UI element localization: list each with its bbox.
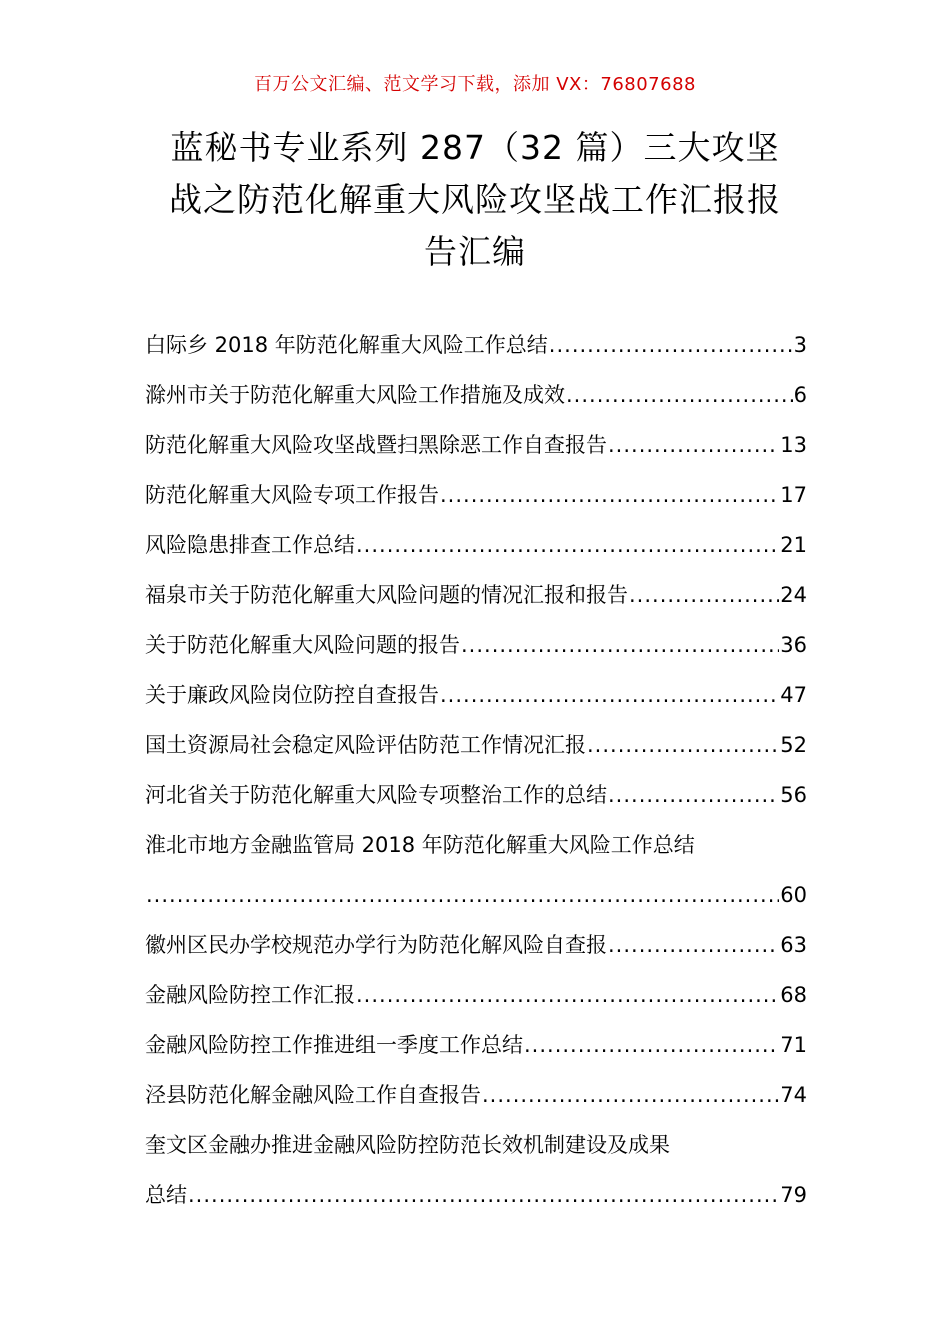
toc-entry-title: 徽州区民办学校规范办学行为防范化解风险自查报 — [145, 933, 607, 957]
toc-entry-page: 13 — [780, 433, 807, 457]
toc-entry-title: 金融风险防控工作推进组一季度工作总结 — [145, 1033, 523, 1057]
toc-entry[interactable] — [145, 670, 807, 720]
toc-entry-page: 60 — [780, 883, 807, 907]
toc-entry[interactable] — [145, 520, 807, 570]
toc-entry[interactable] — [145, 720, 807, 770]
toc-entry-page: 47 — [780, 683, 807, 707]
toc-entry-page: 63 — [780, 933, 807, 957]
toc-entry-title: 淮北市地方金融监管局 2018 年防范化解重大风险工作总结 — [145, 833, 695, 857]
dot-leader — [629, 570, 779, 620]
title-line-1: 蓝秘书专业系列 287（32 篇）三大攻坚 — [170, 128, 780, 167]
toc-entry[interactable] — [145, 620, 807, 670]
toc-entry[interactable] — [145, 1120, 807, 1220]
table-of-contents — [145, 320, 807, 1220]
dot-leader — [440, 470, 779, 520]
dot-leader — [440, 670, 779, 720]
dot-leader — [524, 1020, 779, 1070]
toc-entry-title: 奎文区金融办推进金融风险防控防范长效机制建设及成果 — [145, 1133, 670, 1157]
dot-leader — [146, 870, 779, 920]
toc-entry-title: 金融风险防控工作汇报 — [145, 983, 355, 1007]
dot-leader — [188, 1170, 779, 1220]
toc-entry-page: 74 — [780, 1083, 807, 1107]
dot-leader — [356, 970, 779, 1020]
toc-entry-title: 关于防范化解重大风险问题的报告 — [145, 633, 460, 657]
toc-entry-page: 3 — [793, 333, 807, 357]
toc-entry-title: 风险隐患排查工作总结 — [145, 533, 355, 557]
toc-entry-page: 21 — [780, 533, 807, 557]
toc-entry[interactable] — [145, 920, 807, 970]
title-line-2: 战之防范化解重大风险攻坚战工作汇报报 — [169, 180, 781, 219]
toc-entry-page: 71 — [780, 1033, 807, 1057]
dot-leader — [608, 770, 779, 820]
toc-entry-page: 17 — [780, 483, 807, 507]
toc-entry[interactable] — [145, 770, 807, 820]
toc-entry-page: 24 — [780, 583, 807, 607]
title-line-3: 告汇编 — [424, 232, 526, 271]
toc-entry[interactable] — [145, 320, 807, 370]
dot-leader — [461, 620, 779, 670]
document-title — [140, 122, 810, 278]
toc-entry-title: 福泉市关于防范化解重大风险问题的情况汇报和报告 — [145, 583, 628, 607]
toc-entry-title: 防范化解重大风险专项工作报告 — [145, 483, 439, 507]
toc-entry-title: 白际乡 2018 年防范化解重大风险工作总结 — [145, 333, 548, 357]
toc-entry-page: 6 — [793, 383, 807, 407]
dot-leader — [608, 420, 779, 470]
header-notice: 百万公文汇编、范文学习下载，添加 VX：76807688 — [254, 74, 696, 95]
toc-entry[interactable] — [145, 420, 807, 470]
toc-entry[interactable] — [145, 370, 807, 420]
toc-entry-title: 河北省关于防范化解重大风险专项整治工作的总结 — [145, 783, 607, 807]
toc-entry-title: 防范化解重大风险攻坚战暨扫黑除恶工作自查报告 — [145, 433, 607, 457]
dot-leader — [566, 370, 793, 420]
dot-leader — [356, 520, 779, 570]
dot-leader — [608, 920, 779, 970]
toc-entry-page: 36 — [780, 633, 807, 657]
toc-entry[interactable] — [145, 1020, 807, 1070]
toc-entry-title: 泾县防范化解金融风险工作自查报告 — [145, 1083, 481, 1107]
toc-entry-title: 国土资源局社会稳定风险评估防范工作情况汇报 — [145, 733, 586, 757]
toc-entry-title-continued: 总结 — [145, 1183, 187, 1207]
dot-leader — [482, 1070, 779, 1120]
toc-entry-page: 56 — [780, 783, 807, 807]
toc-entry-page: 79 — [780, 1183, 807, 1207]
toc-entry-page: 52 — [780, 733, 807, 757]
toc-entry[interactable] — [145, 1070, 807, 1120]
toc-entry[interactable] — [145, 970, 807, 1020]
dot-leader — [587, 720, 779, 770]
toc-entry[interactable] — [145, 820, 807, 920]
toc-entry-page: 68 — [780, 983, 807, 1007]
toc-entry-title: 关于廉政风险岗位防控自查报告 — [145, 683, 439, 707]
toc-entry[interactable] — [145, 470, 807, 520]
toc-entry-title: 滁州市关于防范化解重大风险工作措施及成效 — [145, 383, 565, 407]
dot-leader — [549, 320, 793, 370]
toc-entry[interactable] — [145, 570, 807, 620]
